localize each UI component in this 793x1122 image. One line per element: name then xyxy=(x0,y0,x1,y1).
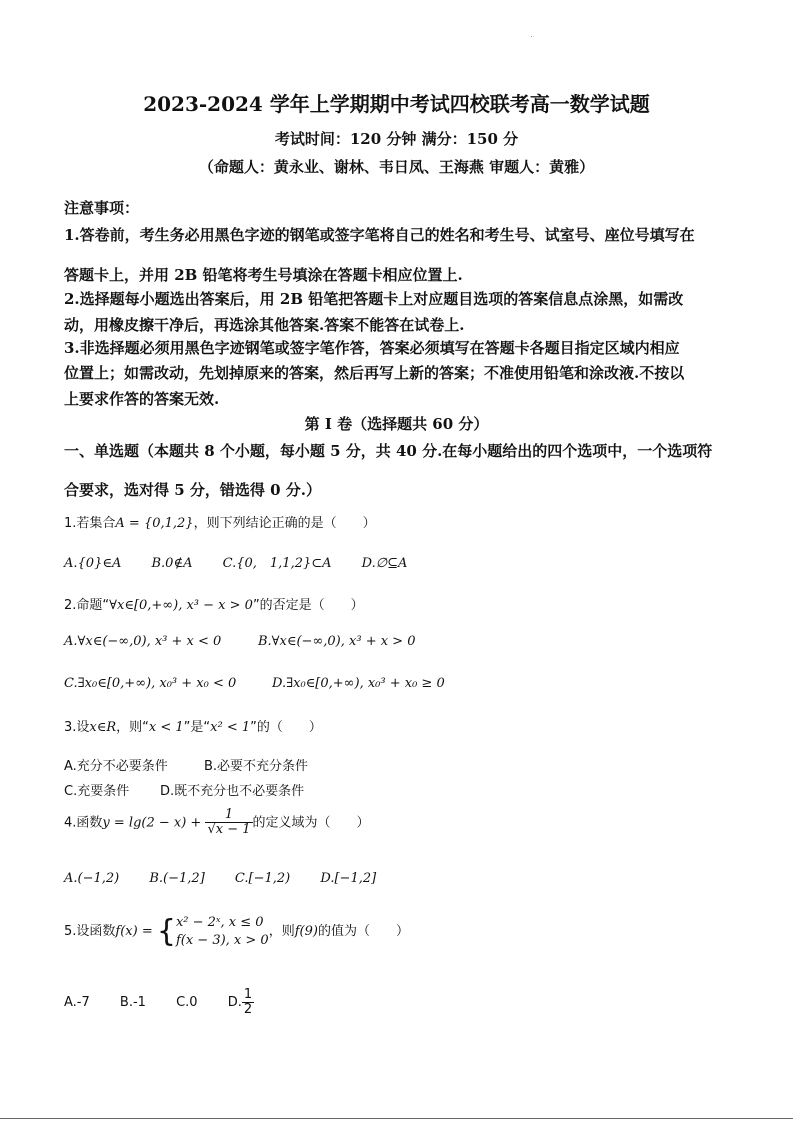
question-5-options xyxy=(64,988,254,1018)
note-3-line-3: 上要求作答的答案无效. xyxy=(64,390,220,408)
q5-stem-pre: 5.设函数 xyxy=(64,924,116,940)
q1-stem-post: ，则下列结论正确的是（ ） xyxy=(193,516,376,531)
note-3-line-2: 位置上；如需改动，先划掉原来的答案，然后再写上新的答案；不准使用铅笔和涂改液.不按以 xyxy=(64,364,685,382)
q5-option-d-denominator: 2 xyxy=(243,1002,253,1018)
q1-option-a: A.{0}∈A xyxy=(64,556,122,571)
q4-stem-math: y = lg(2 − x) + xyxy=(102,815,202,831)
q5-option-d xyxy=(227,987,254,1018)
question-5-stem xyxy=(64,914,409,949)
q3-option-d: D.既不充分也不必要条件 xyxy=(160,784,305,799)
question-2-stem xyxy=(64,594,364,613)
q4-stem-post: 的定义域为（ ） xyxy=(252,815,370,831)
q1-option-d: D.∅⊆A xyxy=(361,556,408,571)
note-2-line-2: 动，用橡皮擦干净后，再选涂其他答案.答案不能答在试卷上. xyxy=(64,316,465,334)
note-1-line-1: 1.答卷前，考生务必用黑色字迹的钢笔或签字笔将自己的姓名和考生号、试室号、座位号填写在 xyxy=(64,226,695,244)
q2-option-b xyxy=(258,634,415,649)
q4-fraction-numerator: 1 xyxy=(205,808,252,823)
question-1-stem xyxy=(64,512,376,531)
q5-piecewise-cases xyxy=(176,914,269,949)
q1-stem-math: A = {0,1,2} xyxy=(115,516,194,531)
q1-option-b: B.0∉A xyxy=(151,556,193,571)
q2-option-b-text: B.∀x∈(−∞,0), x³ + x > 0 xyxy=(258,634,416,649)
q5-stem-post: 的值为（ ） xyxy=(317,924,409,940)
q3-stem-post: ”的（ ） xyxy=(250,720,322,735)
q4-fraction xyxy=(205,808,252,838)
q3-option-a: A.充分不必要条件 xyxy=(64,759,168,774)
q3-stem-math: x∈R xyxy=(89,720,117,735)
q1-option-c: C.{0, 1,1,2}⊂A xyxy=(222,556,332,571)
q5-brace: { xyxy=(156,913,176,949)
note-1-line-2: 答题卡上，并用 2B 铅笔将考生号填涂在答题卡相应位置上. xyxy=(64,266,463,284)
q2-stem-math: ∀x∈[0,+∞), x³ − x > 0 xyxy=(109,598,253,613)
q5-option-d-fraction xyxy=(242,988,254,1018)
question-4-stem xyxy=(64,808,370,838)
q2-option-c-text: C.∃x₀∈[0,+∞), x₀³ + x₀ < 0 xyxy=(64,676,237,691)
q2-option-d xyxy=(272,676,445,691)
question-3-stem xyxy=(64,716,322,735)
q4-option-c: C.[−1,2) xyxy=(234,871,291,886)
q2-stem-pre: 2.命题“ xyxy=(64,598,110,613)
q2-option-c xyxy=(64,676,236,691)
q5-case-1: x² − 2ˣ, x ≤ 0 xyxy=(175,915,264,930)
q3-option-b: B.必要不充分条件 xyxy=(204,759,309,774)
exam-info: 考试时间：120 分钟 满分：150 分 xyxy=(274,130,519,148)
note-2-line-1: 2.选择题每小题选出答案后，用 2B 铅笔把答题卡上对应题目选项的答案信息点涂黑，如需改 xyxy=(64,290,684,308)
q4-option-b: B.(−1,2] xyxy=(149,871,205,886)
q2-option-a-text: A.∀x∈(−∞,0), x³ + x < 0 xyxy=(64,634,222,649)
q3-math-2: x² < 1 xyxy=(210,720,251,735)
q5-stem-mid: ，则 xyxy=(268,924,295,940)
question-1-options xyxy=(64,552,433,571)
q5-option-d-label: D. xyxy=(227,995,242,1011)
page-bottom-rule xyxy=(0,1118,793,1119)
q5-math-1: f(9) xyxy=(294,924,318,940)
q4-option-d: D.[−1,2] xyxy=(320,871,377,886)
q5-stem-math: f(x) = xyxy=(115,924,153,940)
q2-option-a xyxy=(64,634,221,649)
note-3-line-1: 3.非选择题必须用黑色字迹钢笔或签字笔作答，答案必须填写在答题卡各题目指定区域内相应 xyxy=(64,339,680,357)
q4-option-a: A.(−1,2) xyxy=(64,871,120,886)
q2-stem-post: ”的否定是（ ） xyxy=(252,598,364,613)
part-1-instructions-line-2: 合要求，选对得 5 分，错选得 0 分.） xyxy=(64,481,321,499)
q3-stem-mid: ，则“ xyxy=(116,720,149,735)
q5-option-a: A.-7 xyxy=(64,995,90,1011)
q5-option-b: B.-1 xyxy=(119,995,146,1011)
q2-option-d-text: D.∃x₀∈[0,+∞), x₀³ + x₀ ≥ 0 xyxy=(272,676,445,691)
scan-dot xyxy=(531,36,532,37)
section-title: 第 I 卷（选择题共 60 分） xyxy=(304,415,489,433)
q3-math-1: x < 1 xyxy=(148,720,184,735)
q4-fraction-denominator: √x − 1 xyxy=(207,822,251,838)
part-1-instructions-line-1: 一、单选题（本题共 8 个小题，每小题 5 分，共 40 分.在每小题给出的四个选项中，一个选项符 xyxy=(64,442,713,460)
q4-stem-pre: 4.函数 xyxy=(64,815,103,831)
q3-option-c: C.充要条件 xyxy=(64,784,130,799)
q5-option-d-numerator: 1 xyxy=(243,987,253,1002)
q3-stem-pre: 3.设 xyxy=(64,720,90,735)
exam-authors: （命题人：黄永业、谢林、韦日凤、王海燕 审题人：黄雅） xyxy=(198,158,595,176)
q5-case-2: f(x − 3), x > 0 xyxy=(175,932,269,948)
q5-option-c: C.0 xyxy=(176,995,198,1011)
exam-title: 2023-2024 学年上学期期中考试四校联考高一数学试题 xyxy=(143,92,650,116)
notes-heading: 注意事项： xyxy=(64,199,140,217)
question-4-options xyxy=(64,871,402,886)
q3-stem-mid2: ”是“ xyxy=(183,720,211,735)
q1-stem-pre: 1.若集合 xyxy=(64,516,116,531)
